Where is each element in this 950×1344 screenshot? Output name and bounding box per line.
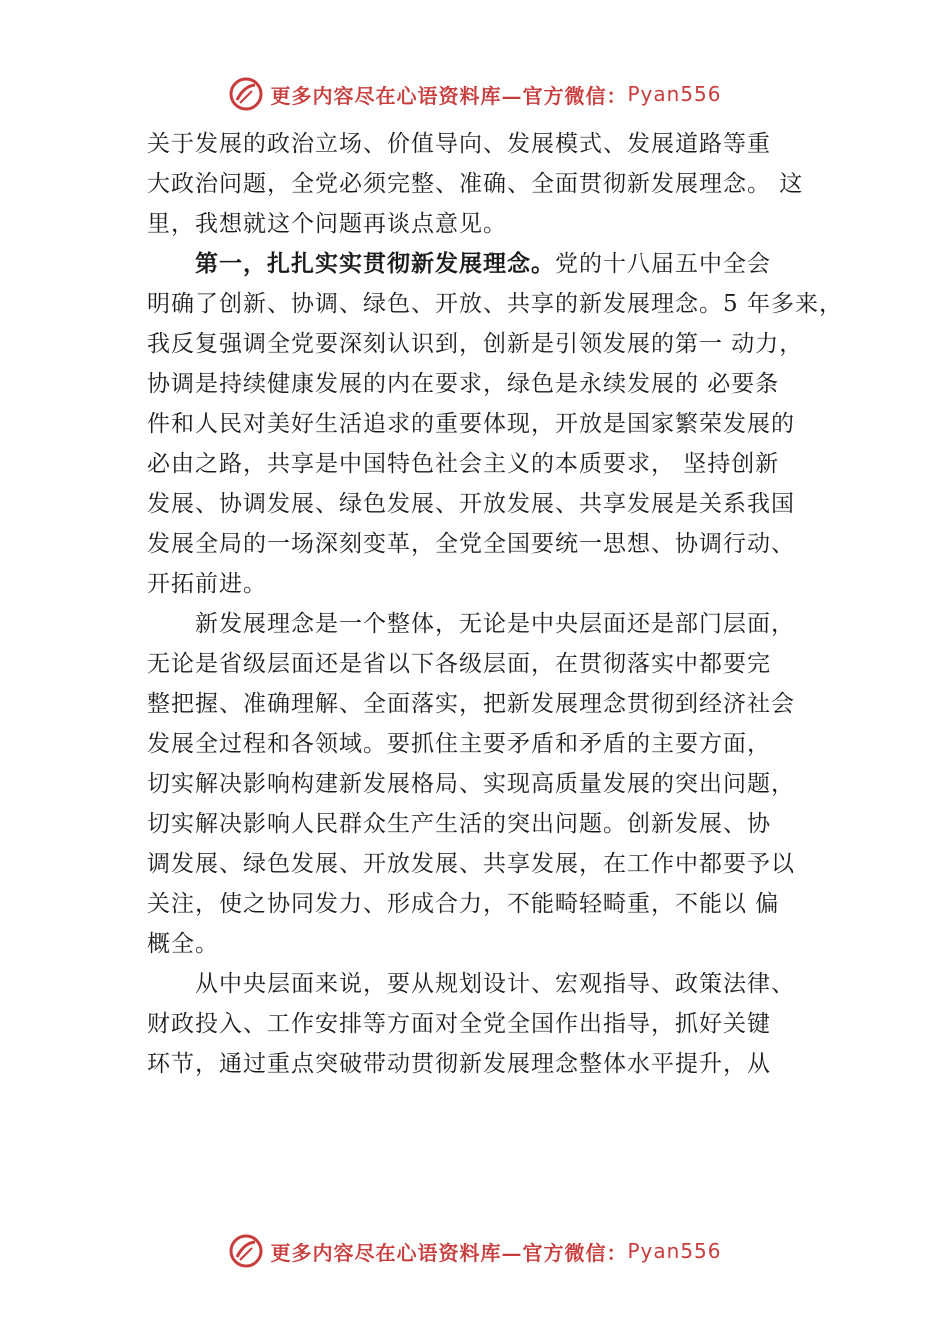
- text-line: 关于发展的政治立场、价值导向、发展模式、发展道路等重: [147, 131, 771, 157]
- text-line: 无论是省级层面还是省以下各级层面，在贯彻落实中都要完: [147, 651, 771, 677]
- logo-icon: [228, 1233, 264, 1269]
- text-line: 发展、协调发展、绿色发展、开放发展、共享发展是关系我国: [147, 491, 795, 517]
- text-line: 环节，通过重点突破带动贯彻新发展理念整体水平提升，从: [147, 1051, 771, 1077]
- text-line: 发展全过程和各领域。要抓住主要矛盾和矛盾的主要方面，: [147, 731, 771, 757]
- banner-text: 更多内容尽在心语资料库—官方微信：: [270, 83, 628, 108]
- header-banner: [0, 76, 950, 112]
- text-line: 件和人民对美好生活追求的重要体现，开放是国家繁荣发展的: [147, 411, 795, 437]
- footer-banner: [0, 1233, 950, 1269]
- document-body: [147, 124, 843, 1084]
- banner-text: 更多内容尽在心语资料库—官方微信：: [270, 1240, 628, 1265]
- text-line: 关注，使之协同发力、形成合力，不能畸轻畸重，不能以 偏: [147, 891, 780, 917]
- text-line: 明确了创新、协调、绿色、开放、共享的新发展理念。5 年多来，: [147, 291, 843, 317]
- banner-wechat-id: Pyan556: [627, 1239, 722, 1263]
- paragraph-heading-rest: 党的十八届五中全会: [555, 251, 771, 277]
- text-line: 必由之路，共享是中国特色社会主义的本质要求， 坚持创新: [147, 451, 780, 477]
- text-line: 切实解决影响人民群众生产生活的突出问题。创新发展、协: [147, 811, 771, 837]
- text-line: 新发展理念是一个整体，无论是中央层面还是部门层面，: [195, 611, 795, 637]
- paragraph-heading: 第一，扎扎实实贯彻新发展理念。: [195, 251, 555, 277]
- text-line: 发展全局的一场深刻变革，全党全国要统一思想、协调行动、: [147, 531, 795, 557]
- banner-wechat-id: Pyan556: [627, 82, 722, 106]
- text-line: 整把握、准确理解、全面落实，把新发展理念贯彻到经济社会: [147, 691, 795, 717]
- logo-icon: [228, 76, 264, 112]
- text-line: 概全。: [147, 931, 219, 957]
- text-line: 财政投入、工作安排等方面对全党全国作出指导，抓好关键: [147, 1011, 771, 1037]
- text-line: 我反复强调全党要深刻认识到，创新是引领发展的第一 动力，: [147, 331, 804, 357]
- paragraph-one-first-line: [147, 244, 837, 284]
- text-line: 协调是持续健康发展的内在要求，绿色是永续发展的 必要条: [147, 371, 780, 397]
- text-line: 从中央层面来说，要从规划设计、宏观指导、政策法律、: [195, 971, 795, 997]
- text-line: 开拓前进。: [147, 571, 267, 597]
- text-line: 里，我想就这个问题再谈点意见。: [147, 211, 507, 237]
- text-line: 大政治问题，全党必须完整、准确、全面贯彻新发展理念。 这: [147, 171, 804, 197]
- text-line: 切实解决影响构建新发展格局、实现高质量发展的突出问题，: [147, 771, 795, 797]
- text-line: 调发展、绿色发展、开放发展、共享发展，在工作中都要予以: [147, 851, 795, 877]
